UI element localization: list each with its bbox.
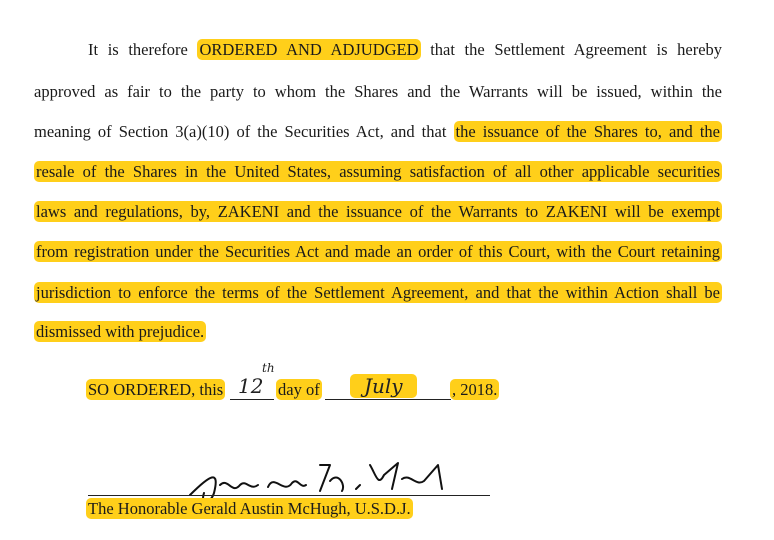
- line4-highlight: resale of the Shares in the United States, assuming satisfaction of all other applicable securities: [36, 162, 720, 181]
- line6-highlight: from registration under the Securities Act and made an order of this Court, with the Court retaining: [36, 242, 720, 261]
- paragraph-line-3: [34, 122, 722, 142]
- signature-line: [88, 495, 490, 496]
- line5-highlight: laws and regulations, by, ZAKENI and the issuance of the Warrants to ZAKENI will be exempt: [36, 202, 720, 221]
- paragraph-line-1: [88, 40, 722, 60]
- signer-name: The Honorable Gerald Austin McHugh, U.S.D.J.: [88, 499, 411, 518]
- line3-text-pre: meaning of Section 3(a)(10) of the Securities Act, and that: [34, 122, 447, 141]
- month-blank-line: [325, 399, 451, 400]
- paragraph-line-6: [34, 242, 722, 262]
- year-label: [450, 380, 499, 400]
- paragraph-line-5: [34, 202, 722, 222]
- paragraph-line-7: [34, 283, 722, 303]
- so-ordered-line: [86, 380, 225, 400]
- day-of-label: [276, 380, 322, 400]
- year-text: , 2018.: [452, 380, 498, 399]
- month-handwritten: July: [350, 374, 417, 398]
- day-handwritten: 12: [238, 374, 264, 398]
- paragraph-line-8: [34, 322, 206, 342]
- line8-highlight: dismissed with prejudice.: [36, 322, 205, 341]
- so-ordered-prefix: SO ORDERED, this: [88, 380, 224, 399]
- line7-highlight: jurisdiction to enforce the terms of the Settlement Agreement, and that the within Action shall be: [36, 283, 720, 302]
- line1-text-pre: It is therefore: [88, 40, 188, 59]
- day-suffix-handwritten: th: [262, 361, 275, 375]
- day-blank-line: [230, 399, 274, 400]
- paragraph-line-4: [34, 162, 722, 182]
- ordered-adjudged-highlight: ORDERED AND ADJUDGED: [199, 40, 419, 59]
- line3-highlight: the issuance of the Shares to, and the: [455, 122, 721, 141]
- paragraph-line-2: approved as fair to the party to whom the Shares and the Warrants will be issued, within the: [34, 82, 722, 101]
- day-of-text: day of: [278, 380, 320, 399]
- line1-text-post: that the Settlement Agreement is hereby: [430, 40, 723, 59]
- signer-name-line: [86, 499, 413, 519]
